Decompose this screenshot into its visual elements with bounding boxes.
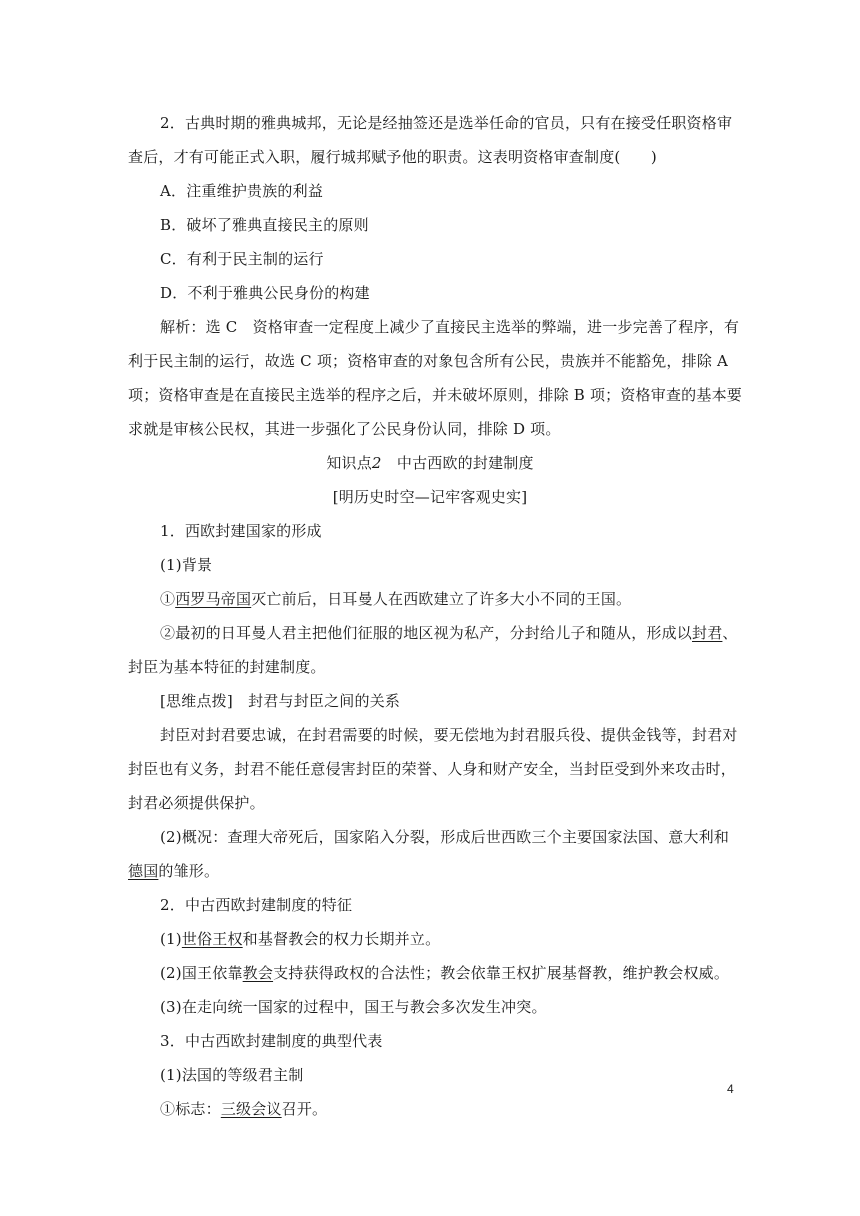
paragraph-1 xyxy=(160,589,738,609)
section-heading-number: 2 xyxy=(371,454,382,472)
f1-underlined-term: 世俗王权 xyxy=(181,930,243,948)
option-b: B．破坏了雅典直接民主的原则 xyxy=(160,216,369,234)
feature-3: (3)在走向统一国家的过程中，国王与教会多次发生冲突。 xyxy=(160,998,547,1016)
tip-line-3: 封君必须提供保护。 xyxy=(128,794,265,812)
tip-line-1: 封臣对封君要忠诚，在封君需要的时候，要无偿地为封君服兵役、提供金钱等，封君对 xyxy=(160,726,738,744)
analysis-line-1: 解析：选 C 资格审查一定程度上减少了直接民主选举的弊端，进一步完善了程序，有 xyxy=(160,318,740,336)
tip-line-2: 封臣也有义务，封君不能任意侵害封臣的荣誉、人身和财产安全，当封臣受到外来攻击时， xyxy=(128,760,737,778)
p1-suffix: 灭亡前后，日耳曼人在西欧建立了许多大小不同的王国。 xyxy=(251,590,632,608)
p1-prefix: ① xyxy=(160,590,176,608)
m1-underlined-term: 三级会议 xyxy=(220,1100,282,1118)
tip-heading: [思维点拨] 封君与封臣之间的关系 xyxy=(160,692,401,710)
m1-prefix: ①标志： xyxy=(160,1100,221,1118)
paragraph-2-line-2: 封臣为基本特征的封建制度。 xyxy=(128,658,326,676)
m1-suffix: 召开。 xyxy=(281,1100,328,1118)
p2-prefix: ②最初的日耳曼人君主把他们征服的地区视为私产，分封给儿子和随从，形成以 xyxy=(160,624,693,642)
p3-suffix: 的雏形。 xyxy=(158,862,220,880)
option-a: A．注重维护贵族的利益 xyxy=(160,182,324,200)
f2-underlined-term: 教会 xyxy=(242,964,274,982)
heading-3-1: (1)法国的等级君主制 xyxy=(160,1066,304,1084)
feature-1 xyxy=(160,929,738,949)
analysis-line-3: 项；资格审查是在直接民主选举的程序之后，并未破坏原则，排除 B 项；资格审查的基本要 xyxy=(128,386,742,404)
section-heading xyxy=(128,453,732,473)
p2-suffix: 、 xyxy=(722,624,738,642)
feature-2 xyxy=(160,963,738,983)
heading-1-1: (1)背景 xyxy=(160,556,213,574)
p2-underlined-term: 封君 xyxy=(692,624,723,642)
section-subheading: [明历史时空—记牢客观史实] xyxy=(332,488,528,506)
analysis-line-2: 利于民主制的运行，故选 C 项；资格审查的对象包含所有公民，贵族并不能豁免，排除 A xyxy=(128,352,729,370)
heading-1: 1．西欧封建国家的形成 xyxy=(160,522,322,540)
heading-2: 2．中古西欧封建制度的特征 xyxy=(160,896,353,914)
paragraph-2-line-1 xyxy=(160,623,738,643)
paragraph-3-line-2 xyxy=(128,861,738,881)
option-c: C．有利于民主制的运行 xyxy=(160,250,324,268)
paragraph-3-line-1: (2)概况：查理大帝死后，国家陷入分裂，形成后世西欧三个主要国家法国、意大利和 xyxy=(160,828,730,846)
f1-suffix: 和基督教会的权力长期并立。 xyxy=(242,930,441,948)
page-number: 4 xyxy=(727,1082,734,1096)
p1-underlined-term: 西罗马帝国 xyxy=(175,590,252,608)
f2-suffix: 支持获得政权的合法性；教会依靠王权扩展基督教，维护教会权威。 xyxy=(273,964,730,982)
heading-3: 3．中古西欧封建制度的典型代表 xyxy=(160,1032,383,1050)
question-2-stem-line-1: 2．古典时期的雅典城邦，无论是经抽签还是选举任命的官员，只有在接受任职资格审 xyxy=(160,114,733,132)
marker-1 xyxy=(160,1099,738,1119)
option-d: D．不利于雅典公民身份的构建 xyxy=(160,284,370,302)
section-heading-prefix: 知识点 xyxy=(326,454,372,472)
f1-prefix: (1) xyxy=(160,930,182,948)
p3-underlined-term: 德国 xyxy=(128,862,159,880)
f2-prefix: (2)国王依靠 xyxy=(160,964,243,982)
section-heading-title: 中古西欧的封建制度 xyxy=(381,454,534,472)
analysis-line-4: 求就是审核公民权，其进一步强化了公民身份认同，排除 D 项。 xyxy=(128,420,561,438)
question-2-stem-line-2: 查后，才有可能正式入职，履行城邦赋予他的职责。这表明资格审查制度( ) xyxy=(128,148,657,166)
